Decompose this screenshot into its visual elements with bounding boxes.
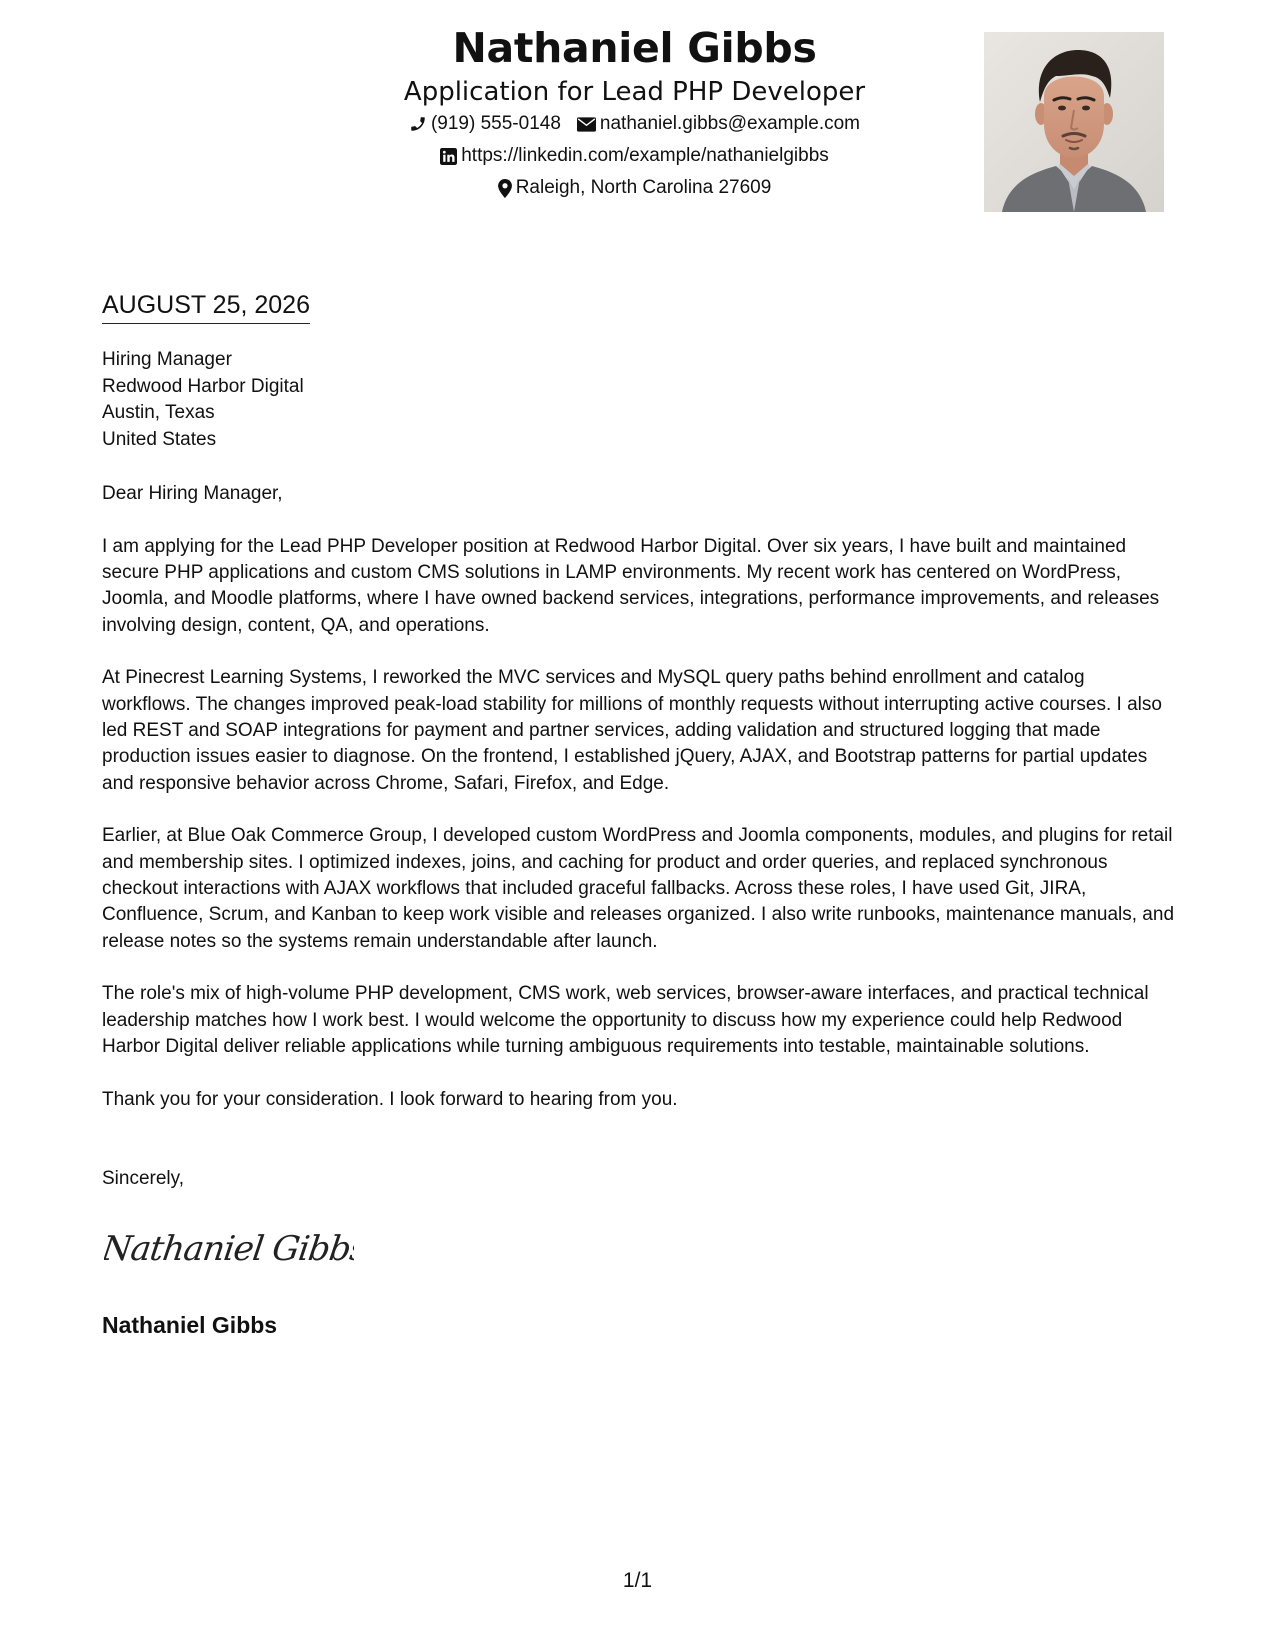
page-number: 1/1 bbox=[622, 1569, 653, 1592]
recipient-title: Hiring Manager bbox=[102, 349, 232, 370]
recipient-company: Redwood Harbor Digital bbox=[102, 375, 304, 397]
applicant-photo bbox=[984, 32, 1164, 212]
paragraph-intro: I am applying for the Lead PHP Developer position at Redwood Harbor Digital. Over six years, I have built and maintained secure PHP applications and custom CMS solutions in LAMP environments. My recent work has centered on WordPress, Joomla, and Moodle platforms, where I have owned backend services, integrations, performance improvements, and releases involving design, content, QA, and operations. bbox=[102, 535, 1160, 636]
contact-location bbox=[498, 172, 772, 204]
phone-text: (919) 555-0148 bbox=[430, 113, 561, 134]
contact-linkedin bbox=[440, 140, 829, 172]
recipient-country: United States bbox=[102, 428, 217, 450]
map-pin-icon bbox=[498, 179, 512, 198]
paragraph-role-fit: The role's mix of high-volume PHP development, CMS work, web services, browser-aware interfaces, and practical technical leadership matches how I work best. I would welcome the opportunity to discuss how my experience could help Redwood Harbor Digital deliver reliable applications while turning ambiguous requirements into testable, maintainable solutions. bbox=[102, 983, 1149, 1058]
recipient-city: Austin, Texas bbox=[102, 402, 215, 423]
paragraph-thanks: Thank you for your consideration. I look forward to hearing from you. bbox=[102, 1088, 678, 1110]
handwritten-signature bbox=[104, 1222, 354, 1277]
application-subtitle: Application for Lead PHP Developer bbox=[403, 77, 866, 107]
recipient-block bbox=[102, 347, 304, 453]
svg-text:Nathaniel Gibbs: Nathaniel Gibbs bbox=[104, 1229, 354, 1269]
linkedin-icon bbox=[440, 148, 457, 165]
linkedin-link[interactable]: https://linkedin.com/example/nathanielgibbs bbox=[461, 145, 829, 166]
email-link[interactable]: nathaniel.gibbs@example.com bbox=[599, 113, 861, 134]
signer-name: Nathaniel Gibbs bbox=[102, 1312, 278, 1338]
applicant-name: Nathaniel Gibbs bbox=[452, 24, 817, 72]
location-text: Raleigh, North Carolina 27609 bbox=[515, 177, 772, 198]
closing: Sincerely, bbox=[102, 1168, 185, 1189]
letter-date: AUGUST 25, 2026 bbox=[102, 288, 310, 324]
contact-email bbox=[577, 108, 860, 140]
letter-body bbox=[102, 481, 1177, 1140]
envelope-icon bbox=[577, 117, 596, 132]
phone-icon bbox=[409, 115, 427, 133]
paragraph-pinecrest: At Pinecrest Learning Systems, I reworked the MVC services and MySQL query paths behind enrollment and catalog workflows. The changes improved peak-load stability for millions of monthly requests without interrupting active courses. I also led REST and SOAP integrations for payment and partner services, adding validation and structured logging that made production issues easier to diagnose. On the frontend, I established jQuery, AJAX, and Bootstrap patterns for partial updates and responsive behavior across Chrome, Safari, Firefox, and Edge. bbox=[102, 667, 1162, 794]
contact-phone bbox=[409, 108, 561, 140]
salutation: Dear Hiring Manager, bbox=[102, 483, 283, 504]
paragraph-blue-oak: Earlier, at Blue Oak Commerce Group, I developed custom WordPress and Joomla components, modules, and plugins for retail and membership sites. I optimized indexes, joins, and caching for product and order queries, and replaced synchronous checkout interactions with AJAX workflows that included graceful fallbacks. Across these roles, I have used Git, JIRA, Confluence, Scrum, and Kanban to keep work visible and releases organized. I also write runbooks, maintenance manuals, and release notes so the systems remain understandable after launch. bbox=[102, 825, 1175, 952]
